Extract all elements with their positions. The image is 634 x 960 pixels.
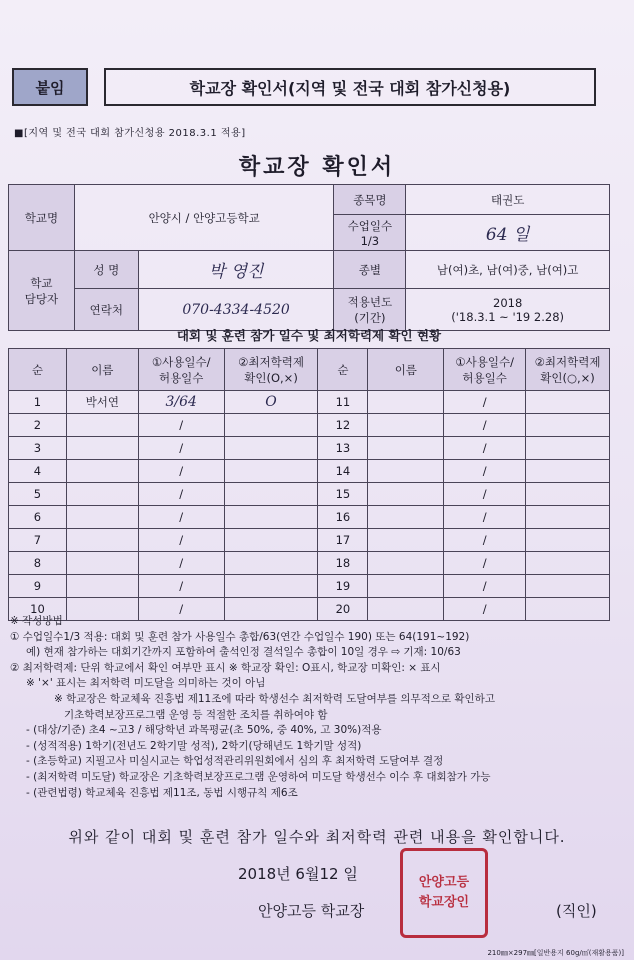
row-name-2 xyxy=(368,437,444,460)
row-check-2 xyxy=(526,483,610,506)
instruction-line: - (성적적용) 1학기(전년도 2학기말 성적), 2학기(당해년도 1학기말 성적) xyxy=(26,739,362,752)
row-days-2: / xyxy=(444,598,526,621)
instructions-heading: ※ 작성방법 xyxy=(10,615,63,627)
row-no: 3 xyxy=(9,437,67,460)
instruction-line: 예) 현재 참가하는 대회기간까지 포함하여 출석인정 결석일수 총합이 10일 경우 ⇨ 기재: 10/63 xyxy=(26,646,461,659)
row-days-2: / xyxy=(444,575,526,598)
instruction-line: - (대상/기준) 초4 ~고3 / 해당학년 과목평균(초 50%, 중 40%, 고 30%)적용 xyxy=(26,724,382,737)
col-days: ①사용일수/ 허용일수 xyxy=(138,349,224,391)
row-no: 1 xyxy=(9,391,67,414)
table-row xyxy=(9,506,610,529)
col-check: ②최저학력제 확인(O,×) xyxy=(224,349,318,391)
row-no-2: 20 xyxy=(318,598,368,621)
form-title: 학교장 확인서 xyxy=(238,155,396,180)
row-check-2 xyxy=(526,391,610,414)
row-days: / xyxy=(138,460,224,483)
year-label: 적용년도 (기간) xyxy=(334,289,406,331)
row-name xyxy=(66,483,138,506)
row-days-2: / xyxy=(444,483,526,506)
row-name-2 xyxy=(368,391,444,414)
col-days-2: ①사용일수/ 허용일수 xyxy=(444,349,526,391)
row-days: 3/64 xyxy=(138,391,224,414)
row-name-2 xyxy=(368,506,444,529)
row-name xyxy=(66,460,138,483)
row-name xyxy=(66,552,138,575)
row-days-2: / xyxy=(444,391,526,414)
col-name-2: 이름 xyxy=(368,349,444,391)
table-row xyxy=(9,414,610,437)
row-name xyxy=(66,437,138,460)
instruction-line: - (관련법령) 학교체육 진흥법 제11조, 동법 시행규칙 제6조 xyxy=(26,786,298,799)
row-days-2: / xyxy=(444,529,526,552)
official-seal: 안양고등 학교장인 xyxy=(400,848,488,938)
row-check-2 xyxy=(526,529,610,552)
row-check-2 xyxy=(526,506,610,529)
row-no: 2 xyxy=(9,414,67,437)
principal-signature: 안양고등 학교장 xyxy=(258,902,365,920)
row-name-2 xyxy=(368,460,444,483)
row-days: / xyxy=(138,598,224,621)
row-name-2 xyxy=(368,483,444,506)
row-days-2: / xyxy=(444,552,526,575)
class-days-label: 수업일수 1/3 xyxy=(334,215,406,251)
confirmation-date: 2018년 6월12 일 xyxy=(238,865,358,883)
row-check xyxy=(224,552,318,575)
row-no-2: 18 xyxy=(318,552,368,575)
row-no-2: 19 xyxy=(318,575,368,598)
row-check: O xyxy=(224,391,318,414)
row-days-2: / xyxy=(444,460,526,483)
phone-value: 070-4334-4520 xyxy=(138,289,334,331)
row-check-2 xyxy=(526,575,610,598)
row-check-2 xyxy=(526,552,610,575)
table-row xyxy=(9,391,610,414)
row-name xyxy=(66,414,138,437)
row-days: / xyxy=(138,414,224,437)
row-no: 6 xyxy=(9,506,67,529)
school-value: 안양시 / 안양고등학교 xyxy=(74,185,334,251)
row-name xyxy=(66,575,138,598)
row-days: / xyxy=(138,483,224,506)
paper-spec-footer: 210㎜×297㎜[일반용지 60g/㎡(재활용품)] xyxy=(487,949,624,957)
instruction-line: 기초학력보장프로그램 운영 등 적절한 조치를 취하여야 함 xyxy=(64,708,328,721)
row-no: 9 xyxy=(9,575,67,598)
row-days-2: / xyxy=(444,414,526,437)
row-name xyxy=(66,529,138,552)
instruction-line: - (최저학력 미도달) 학교장은 기초학력보장프로그램 운영하여 미도달 학생선수 이수 후 대회참가 가능 xyxy=(26,770,491,783)
document-heading: 학교장 확인서(지역 및 전국 대회 참가신청용) xyxy=(104,68,596,106)
row-check xyxy=(224,414,318,437)
col-no: 순 xyxy=(9,349,67,391)
row-no-2: 12 xyxy=(318,414,368,437)
row-no: 4 xyxy=(9,460,67,483)
row-check-2 xyxy=(526,437,610,460)
row-no: 8 xyxy=(9,552,67,575)
row-check xyxy=(224,529,318,552)
instruction-line: ※ 학교장은 학교체육 진흥법 제11조에 따라 학생선수 최저학력 도달여부를 의무적으로 확인하고 xyxy=(54,692,495,705)
table-row xyxy=(9,460,610,483)
row-days: / xyxy=(138,575,224,598)
row-no-2: 17 xyxy=(318,529,368,552)
row-check xyxy=(224,483,318,506)
confirmation-statement: 위와 같이 대회 및 훈련 참가 일수와 최저학력 관련 내용을 확인합니다. xyxy=(68,828,566,846)
table-row xyxy=(9,552,610,575)
status-section-title: 대회 및 훈련 참가 일수 및 최저학력제 확인 현황 xyxy=(176,328,442,343)
phone-label: 연락처 xyxy=(74,289,138,331)
category-value: 남(여)초, 남(여)중, 남(여)고 xyxy=(406,251,610,289)
row-days: / xyxy=(138,552,224,575)
applicability-note: ■[지역 및 전국 대회 참가신청용 2018.3.1 적용] xyxy=(14,128,246,139)
attachment-tag: 붙임 xyxy=(12,68,88,106)
col-name: 이름 xyxy=(66,349,138,391)
instructions xyxy=(10,614,626,801)
row-no-2: 11 xyxy=(318,391,368,414)
table-row xyxy=(9,437,610,460)
row-name-2 xyxy=(368,529,444,552)
row-no: 7 xyxy=(9,529,67,552)
year-value: 2018 ('18.3.1 ~ '19 2.28) xyxy=(406,289,610,331)
instruction-line: ① 수업일수1/3 적용: 대회 및 훈련 참가 사용일수 총합/63(연간 수업일수 190) 또는 64(191~192) xyxy=(10,630,470,643)
row-no-2: 16 xyxy=(318,506,368,529)
class-days-value: 64 일 xyxy=(406,215,610,251)
row-check xyxy=(224,506,318,529)
row-days: / xyxy=(138,529,224,552)
row-no: 5 xyxy=(9,483,67,506)
row-check xyxy=(224,460,318,483)
row-days-2: / xyxy=(444,506,526,529)
row-no-2: 14 xyxy=(318,460,368,483)
instruction-line: ※ '×' 표시는 최저학력 미도달을 의미하는 것이 아님 xyxy=(26,677,266,690)
col-no-2: 순 xyxy=(318,349,368,391)
row-no-2: 13 xyxy=(318,437,368,460)
contact-label: 학교 담당자 xyxy=(9,251,75,331)
table-row xyxy=(9,483,610,506)
school-info-table xyxy=(8,184,610,331)
table-row xyxy=(9,575,610,598)
row-days-2: / xyxy=(444,437,526,460)
row-no-2: 15 xyxy=(318,483,368,506)
sport-label: 종목명 xyxy=(334,185,406,215)
row-check xyxy=(224,437,318,460)
row-name-2 xyxy=(368,575,444,598)
participation-table xyxy=(8,348,610,621)
category-label: 종별 xyxy=(334,251,406,289)
row-check xyxy=(224,575,318,598)
stamp-label: (직인) xyxy=(556,902,597,920)
row-name-2 xyxy=(368,414,444,437)
row-days: / xyxy=(138,437,224,460)
row-name: 박서연 xyxy=(66,391,138,414)
col-check-2: ②최저학력제 확인(○,×) xyxy=(526,349,610,391)
row-check-2 xyxy=(526,414,610,437)
instruction-line: - (초등학교) 지필고사 미실시교는 학업성적관리위원회에서 심의 후 최저학력 도달여부 결정 xyxy=(26,755,444,768)
row-no: 10 xyxy=(9,598,67,621)
name-value: 박 영진 xyxy=(138,251,334,289)
sport-value: 태권도 xyxy=(406,185,610,215)
row-name-2 xyxy=(368,552,444,575)
row-check-2 xyxy=(526,460,610,483)
table-row xyxy=(9,529,610,552)
instruction-line: ② 최저학력제: 단위 학교에서 확인 여부만 표시 ※ 학교장 확인: O표시, 학교장 미확인: × 표시 xyxy=(10,661,441,674)
name-label: 성 명 xyxy=(74,251,138,289)
row-name xyxy=(66,506,138,529)
school-label: 학교명 xyxy=(9,185,75,251)
row-days: / xyxy=(138,506,224,529)
